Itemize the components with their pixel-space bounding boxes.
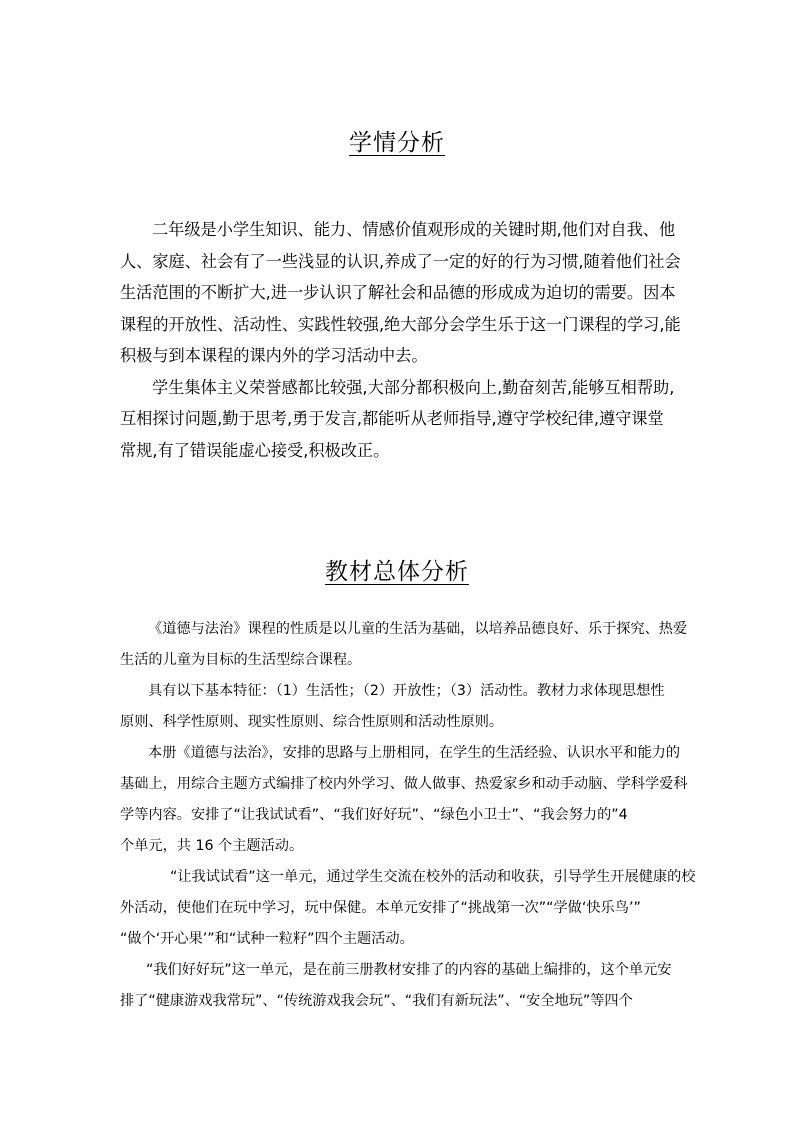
text-line: 本册《道德与法治》，安排的思路与上册相同，在学生的生活经验、认识水平和能力的	[148, 745, 681, 761]
text-line: 常规,有了错误能虚心接受,积极改正。	[120, 440, 390, 460]
section-title-textbook-analysis: 教材总体分析	[325, 559, 469, 585]
text-line: 《道德与法治》课程的性质是以儿童的生活为基础，以培养品德良好、乐于探究、热爱	[148, 621, 688, 637]
text-line: 排了“健康游戏我常玩”、“传统游戏我会玩”、“我们有新玩法”、“安全地玩”等四个	[120, 993, 633, 1009]
paragraph	[120, 738, 688, 862]
text-line: 原则、科学性原则、现实性原则、综合性原则和活动性原则。	[120, 714, 504, 730]
text-line: 课程的开放性、活动性、实践性较强,绝大部分会学生乐于这一门课程的学习,能	[120, 314, 681, 334]
paragraph	[120, 955, 680, 1017]
text-line: 人、家庭、社会有了一些浅显的认识,养成了一定的好的行为习惯,随着他们社会	[120, 251, 681, 271]
paragraph	[120, 614, 688, 676]
paragraph	[120, 214, 680, 372]
student-analysis-body	[120, 214, 680, 466]
text-line: 学生集体主义荣誉感都比较强,大部分都积极向上,勤奋刻苦,能够互相帮助,	[152, 377, 675, 397]
text-line: 具有以下基本特征：（1）生活性；（2）开放性；（3）活动性。教材力求体现思想性	[148, 683, 665, 699]
text-line: 学等内容。安排了“让我试试看”、“我们好好玩”、“绿色小卫士”、“我会努力的”4	[120, 807, 628, 823]
paragraph	[120, 676, 680, 738]
text-line: 外活动，使他们在玩中学习，玩中保健。本单元安排了“挑战第一次”“学做‘快乐鸟’”	[120, 900, 641, 916]
text-line: 基础上，用综合主题方式编排了校内外学习、做人做事、热爱家乡和动手动脑、学科学爱科	[120, 776, 688, 792]
paragraph	[120, 372, 680, 467]
textbook-analysis-body	[120, 614, 696, 1017]
text-line: “让我试试看”这一单元，通过学生交流在校外的活动和收获，引导学生开展健康的校	[170, 869, 696, 885]
text-line: 积极与到本课程的课内外的学习活动中去。	[120, 346, 428, 365]
paragraph	[120, 862, 696, 955]
text-line: 二年级是小学生知识、能力、情感价值观形成的关键时期,他们对自我、他	[152, 220, 676, 239]
text-line: 互相探讨问题,勤于思考,勇于发言,都能听从老师指导,遵守学校纪律,遵守课堂	[120, 409, 664, 428]
text-line: 个单元，共 16 个主题活动。	[120, 838, 304, 854]
text-line: 生活范围的不断扩大,进一步认识了解社会和品德的形成成为迫切的需要。因本	[120, 283, 676, 302]
text-line: “我们好好玩”这一单元，是在前三册教材安排了的内容的基础上编排的，这个单元安	[146, 962, 672, 978]
text-line: 生活的儿童为目标的生活型综合课程。	[120, 652, 362, 668]
text-line: “做个‘开心果’”和“试种一粒籽”四个主题活动。	[120, 931, 414, 947]
section-title-student-analysis: 学情分析	[349, 130, 445, 156]
